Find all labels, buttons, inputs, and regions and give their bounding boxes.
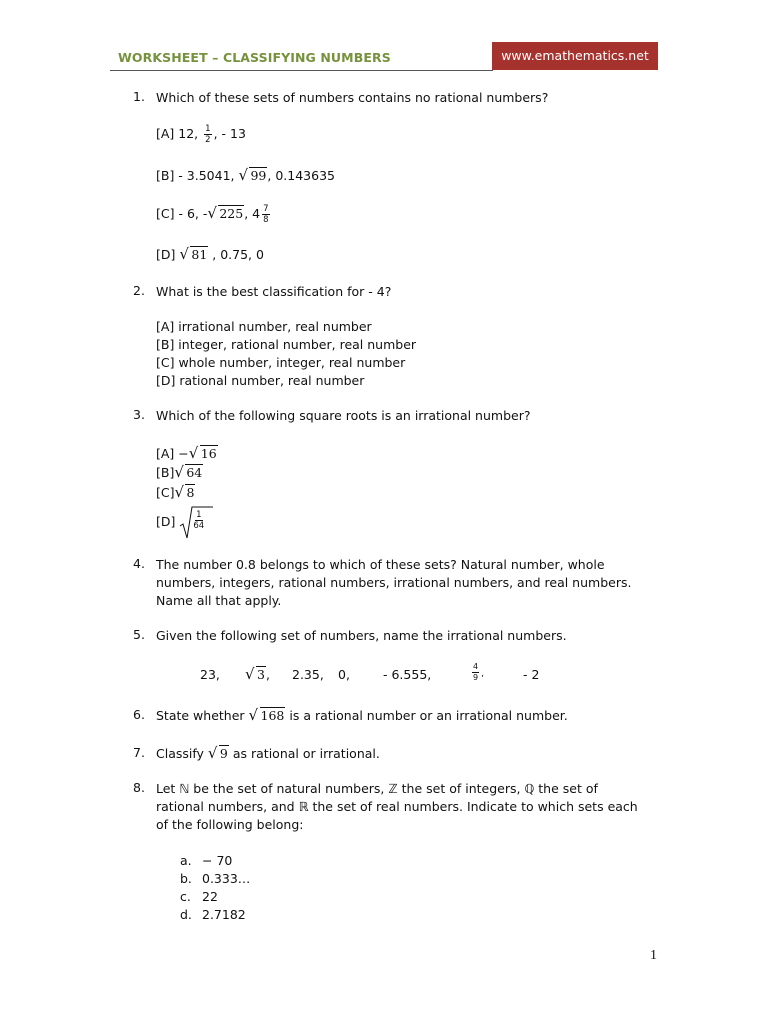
question-text: Let ℕ be the set of natural numbers, ℤ the set of integers, ℚ the set of rational numbers, and ℝ the set of real numbers. Indicate to which sets each of the following belong:: [156, 781, 638, 832]
page-number: 1: [650, 948, 657, 963]
set-item: - 2: [523, 667, 540, 682]
square-root: √ 64: [175, 464, 203, 482]
q3-option-d: [D] $\frac{1}{64}$: [156, 506, 206, 538]
question-text: Which of these sets of numbers contains no rational numbers?: [156, 90, 549, 105]
fraction: $\frac{7}{8}$: [263, 204, 269, 225]
set-item: $\frac{4}{9}$ ,: [473, 662, 484, 682]
worksheet-title: WORKSHEET – CLASSIFYING NUMBERS: [118, 50, 391, 65]
q3-option-a: [A] −√ 16: [156, 445, 218, 463]
question-text: State whether √ 168 is a rational number or an irrational number.: [156, 707, 646, 725]
q1-option-d: [D] √ 81 , 0.75, 0: [156, 246, 264, 264]
q8-item-a: a. − 70: [180, 853, 233, 868]
q3-option-b: [B]√ 64: [156, 464, 203, 482]
question-number: 6.: [133, 707, 145, 722]
q2-option-c: [C] whole number, integer, real number: [156, 355, 406, 370]
question-number: 7.: [133, 745, 145, 760]
question-number: 3.: [133, 407, 145, 422]
q3-option-c: [C]√ 8: [156, 484, 195, 502]
q8-item-b: b. 0.333…: [180, 871, 251, 886]
header-divider: [110, 70, 493, 71]
q8-item-d: d. 2.7182: [180, 907, 246, 922]
question-text: Which of the following square roots is an irrational number?: [156, 408, 531, 423]
question-number: 1.: [133, 89, 145, 104]
square-root: √ 99: [239, 167, 267, 185]
square-root: √ 9: [209, 745, 229, 763]
square-root: √ 81: [180, 246, 208, 264]
q2-option-b: [B] integer, rational number, real number: [156, 337, 417, 352]
set-item: - 6.555,: [383, 667, 432, 682]
set-item: √ 3,: [245, 666, 270, 684]
question-number: 8.: [133, 780, 145, 795]
square-root-fraction: $\frac{1}{64}$: [179, 506, 206, 538]
fraction: $\frac{1}{2}$: [205, 124, 211, 145]
question-text: Classify √ 9 as rational or irrational.: [156, 745, 646, 763]
question-text: What is the best classification for - 4?: [156, 284, 392, 299]
q1-option-b: [B] - 3.5041, √ 99, 0.143635: [156, 167, 335, 185]
q8-item-c: c. 22: [180, 889, 218, 904]
site-banner: www.emathematics.net: [492, 42, 658, 70]
question-number: 2.: [133, 283, 145, 298]
q2-option-d: [D] rational number, real number: [156, 373, 365, 388]
question-text: Given the following set of numbers, name the irrational numbers.: [156, 628, 567, 643]
set-item: 2.35,: [292, 667, 324, 682]
question-number: 5.: [133, 627, 145, 642]
q1-option-c: [C] - 6, -√ 225, 4 $\frac{7}{8}$: [156, 204, 272, 225]
question-number: 4.: [133, 556, 145, 571]
question-text: The number 0.8 belongs to which of these sets? Natural number, whole numbers, integers, rational numbers, irrational numbers, and real numbers. Name all that apply.: [156, 557, 632, 608]
worksheet-header: [110, 42, 658, 72]
square-root: √ 8: [175, 484, 195, 502]
square-root: √ 168: [250, 707, 286, 725]
square-root: √ 225: [208, 205, 244, 223]
set-item: 0,: [338, 667, 350, 682]
q1-option-a: [A] 12, $\frac{1}{2}$ , - 13: [156, 124, 246, 145]
q2-option-a: [A] irrational number, real number: [156, 319, 372, 334]
square-root: √ 16: [190, 445, 218, 463]
set-item: 23,: [200, 667, 220, 682]
